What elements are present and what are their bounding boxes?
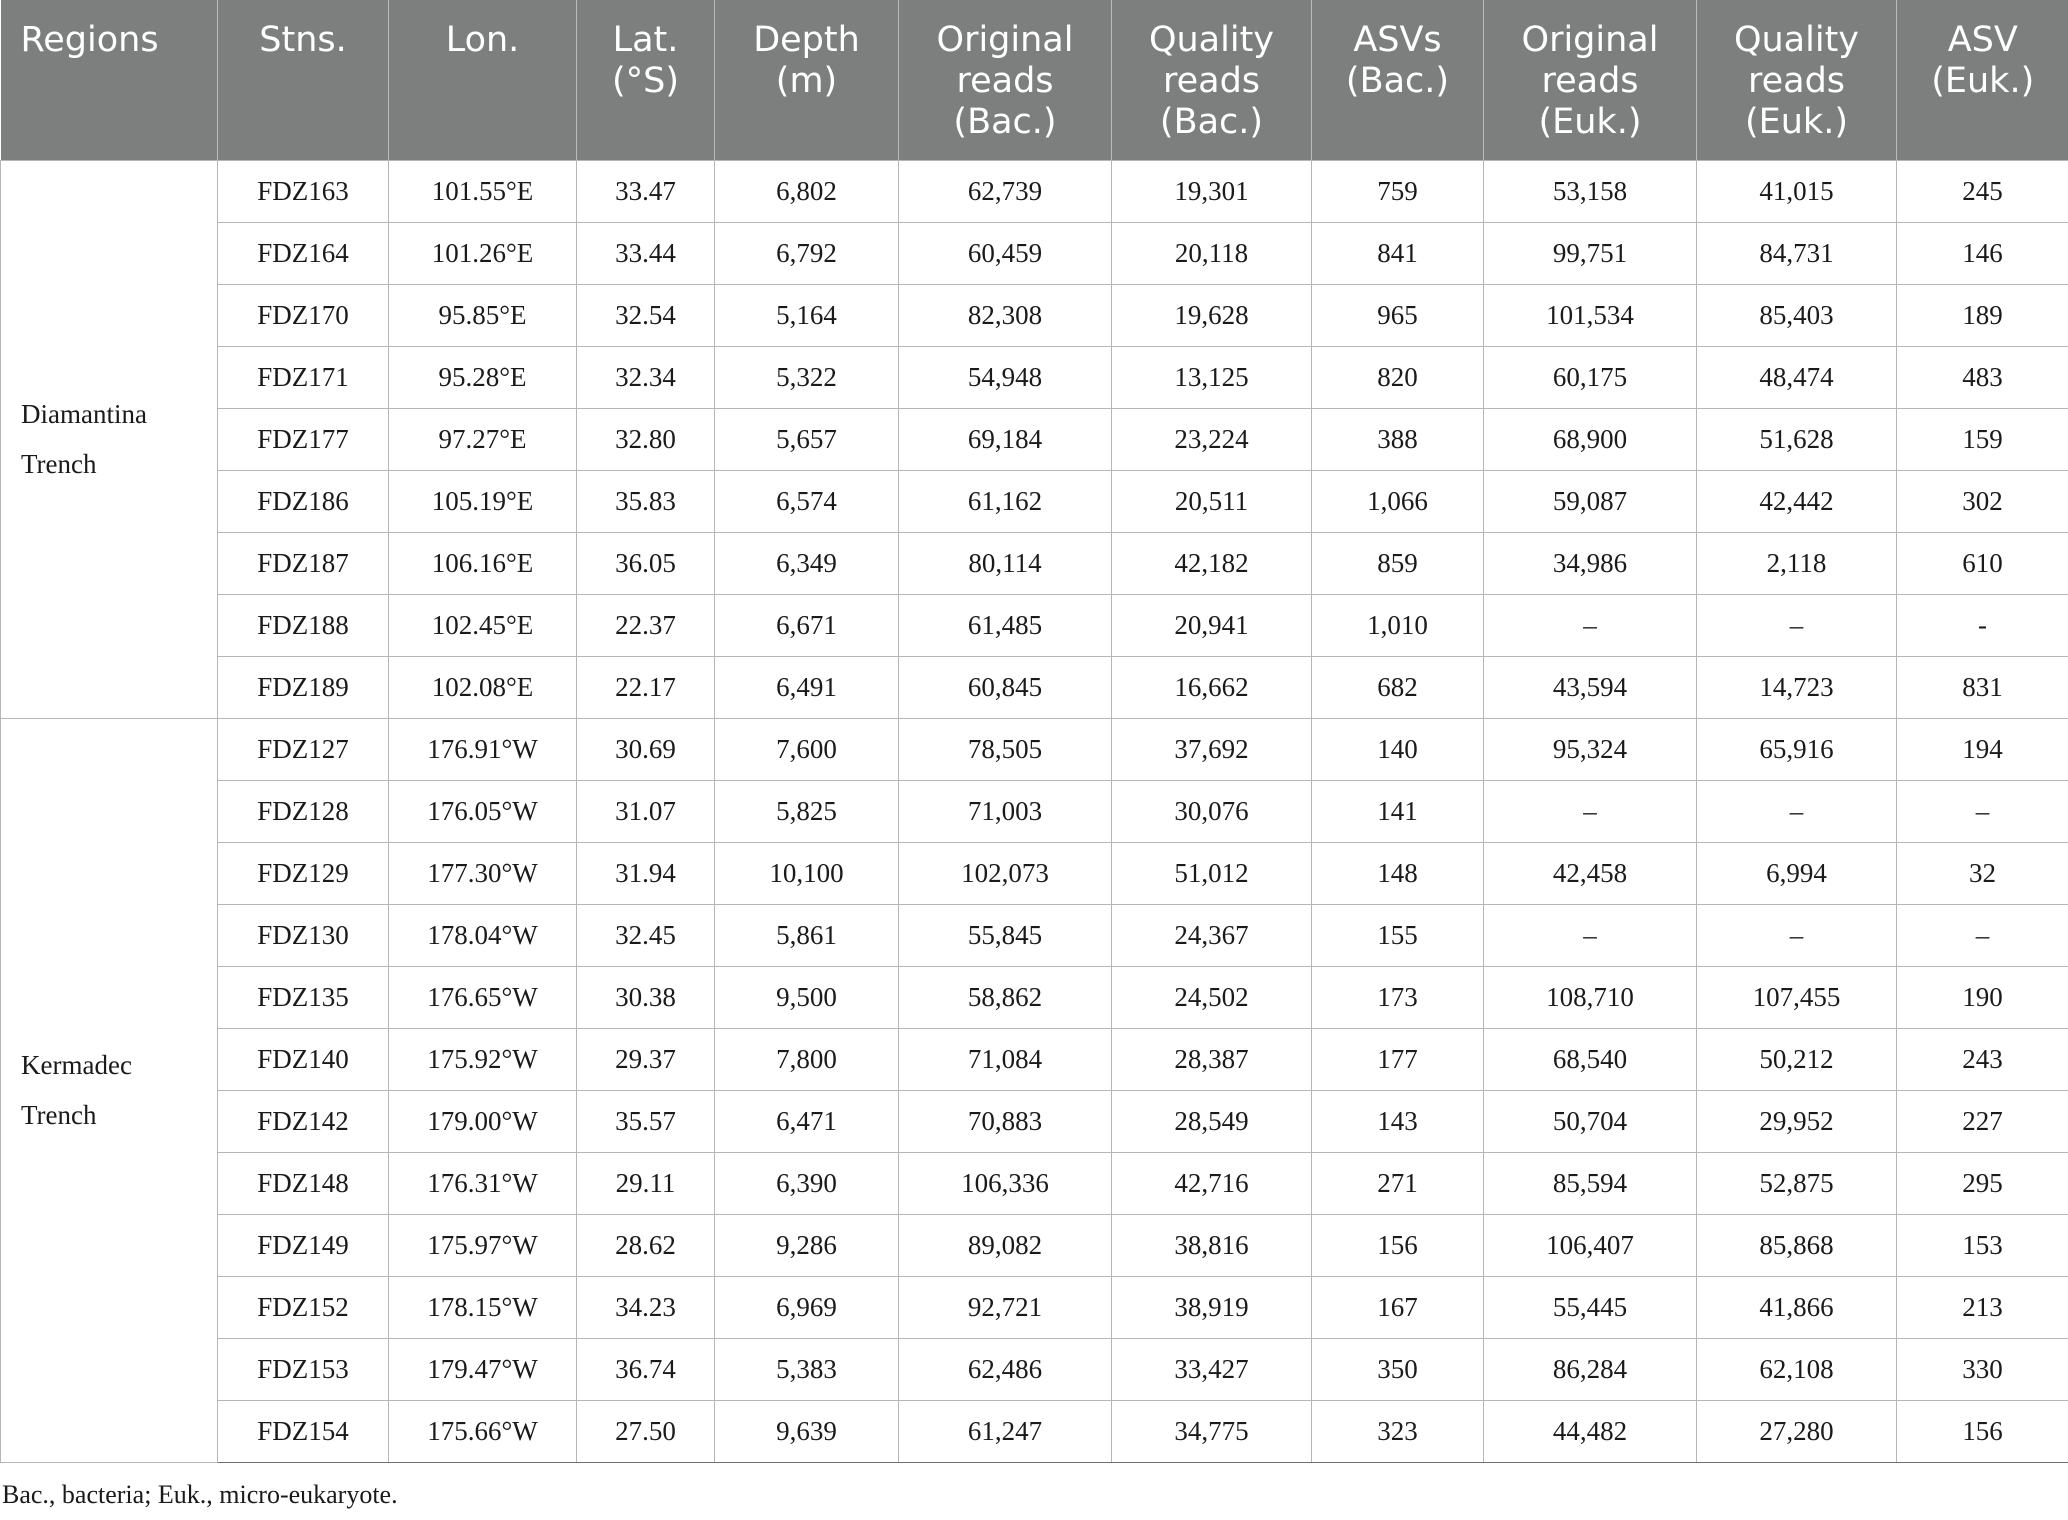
column-header-asv-euk — [1897, 0, 2068, 160]
table-cell-quality-reads-euk: 52,875 — [1697, 1152, 1897, 1214]
column-header-line: reads — [1541, 61, 1639, 101]
column-header-quality-reads-euk — [1697, 0, 1897, 160]
table-cell-asvs-bac: 155 — [1312, 904, 1484, 966]
table-cell-original-reads-bac: 61,485 — [899, 594, 1112, 656]
column-header-line: Quality — [1148, 20, 1275, 60]
table-cell-asv-euk: 227 — [1897, 1090, 2068, 1152]
table-cell-asv-euk: 831 — [1897, 656, 2068, 718]
table-cell-longitude: 175.66°W — [389, 1400, 577, 1462]
table-cell-stations: FDZ164 — [218, 222, 389, 284]
table-cell-longitude: 178.15°W — [389, 1276, 577, 1338]
column-header-original-reads-euk — [1484, 0, 1697, 160]
table-cell-asvs-bac: 759 — [1312, 160, 1484, 222]
table-cell-asv-euk: 245 — [1897, 160, 2068, 222]
region-label-line: Diamantina — [21, 399, 147, 429]
table-cell-original-reads-bac: 80,114 — [899, 532, 1112, 594]
table-cell-original-reads-bac: 71,084 — [899, 1028, 1112, 1090]
table-cell-original-reads-bac: 62,486 — [899, 1338, 1112, 1400]
table-cell-asv-euk: 189 — [1897, 284, 2068, 346]
table-cell-longitude: 176.65°W — [389, 966, 577, 1028]
table-cell-quality-reads-euk: 41,015 — [1697, 160, 1897, 222]
table-cell-depth: 9,500 — [715, 966, 899, 1028]
table-cell-quality-reads-euk: 84,731 — [1697, 222, 1897, 284]
table-cell-original-reads-bac: 89,082 — [899, 1214, 1112, 1276]
table-cell-original-reads-bac: 70,883 — [899, 1090, 1112, 1152]
table-cell-quality-reads-euk: 14,723 — [1697, 656, 1897, 718]
table-cell-asv-euk: 32 — [1897, 842, 2068, 904]
column-header-line: Original — [1521, 20, 1659, 60]
table-cell-asv-euk: 610 — [1897, 532, 2068, 594]
table-cell-stations: FDZ148 — [218, 1152, 389, 1214]
table-cell-depth: 6,491 — [715, 656, 899, 718]
table-cell-original-reads-euk: 68,540 — [1484, 1028, 1697, 1090]
table-cell-quality-reads-bac: 42,182 — [1112, 532, 1312, 594]
table-cell-longitude: 175.97°W — [389, 1214, 577, 1276]
table-cell-original-reads-euk: 85,594 — [1484, 1152, 1697, 1214]
table-cell-latitude: 30.38 — [577, 966, 715, 1028]
table-cell-asv-euk: 194 — [1897, 718, 2068, 780]
table-cell-asv-euk: 159 — [1897, 408, 2068, 470]
table-cell-longitude: 95.85°E — [389, 284, 577, 346]
table-cell-latitude: 22.37 — [577, 594, 715, 656]
table-cell-original-reads-bac: 54,948 — [899, 346, 1112, 408]
table-cell-original-reads-euk: 50,704 — [1484, 1090, 1697, 1152]
table-cell-quality-reads-bac: 16,662 — [1112, 656, 1312, 718]
table-row — [1, 160, 2068, 222]
table-cell-depth: 6,969 — [715, 1276, 899, 1338]
table-footnote: Bac., bacteria; Euk., micro-eukaryote. — [2, 1480, 398, 1509]
table-cell-asv-euk: 295 — [1897, 1152, 2068, 1214]
table-cell-asv-euk: 146 — [1897, 222, 2068, 284]
table-cell-asvs-bac: 965 — [1312, 284, 1484, 346]
column-header-original-reads-bac — [899, 0, 1112, 160]
column-header-stations — [218, 0, 389, 160]
table-cell-original-reads-bac: 58,862 — [899, 966, 1112, 1028]
table-cell-depth: 7,800 — [715, 1028, 899, 1090]
table-cell-asvs-bac: 271 — [1312, 1152, 1484, 1214]
table-cell-quality-reads-euk: – — [1697, 780, 1897, 842]
table-row — [1, 780, 2068, 842]
table-cell-asvs-bac: 167 — [1312, 1276, 1484, 1338]
column-header-line: (Bac.) — [1159, 102, 1264, 142]
table-row — [1, 470, 2068, 532]
table-cell-latitude: 33.47 — [577, 160, 715, 222]
table-cell-original-reads-euk: 101,534 — [1484, 284, 1697, 346]
table-cell-depth: 5,657 — [715, 408, 899, 470]
region-cell — [1, 718, 218, 1462]
table-cell-asvs-bac: 173 — [1312, 966, 1484, 1028]
table-cell-stations: FDZ152 — [218, 1276, 389, 1338]
table-cell-longitude: 97.27°E — [389, 408, 577, 470]
table-cell-asv-euk: 156 — [1897, 1400, 2068, 1462]
table-cell-asvs-bac: 820 — [1312, 346, 1484, 408]
table-cell-depth: 6,390 — [715, 1152, 899, 1214]
column-header-line: Lon. — [445, 20, 520, 60]
region-label-line: Kermadec — [21, 1050, 132, 1080]
table-body — [1, 160, 2068, 1462]
table-cell-stations: FDZ188 — [218, 594, 389, 656]
table-cell-longitude: 176.91°W — [389, 718, 577, 780]
table-cell-asvs-bac: 1,066 — [1312, 470, 1484, 532]
column-header-latitude — [577, 0, 715, 160]
column-header-line: Original — [936, 20, 1074, 60]
column-header-regions — [1, 0, 218, 160]
table-cell-latitude: 31.07 — [577, 780, 715, 842]
table-cell-depth: 9,639 — [715, 1400, 899, 1462]
column-header-line: Stns. — [259, 20, 347, 60]
column-header-line: (Euk.) — [1538, 102, 1642, 142]
table-cell-original-reads-euk: – — [1484, 594, 1697, 656]
table-cell-original-reads-euk: 59,087 — [1484, 470, 1697, 532]
table-cell-quality-reads-bac: 20,511 — [1112, 470, 1312, 532]
table-cell-quality-reads-euk: 29,952 — [1697, 1090, 1897, 1152]
table-cell-asvs-bac: 388 — [1312, 408, 1484, 470]
table-cell-original-reads-bac: 71,003 — [899, 780, 1112, 842]
table-cell-asvs-bac: 140 — [1312, 718, 1484, 780]
table-cell-quality-reads-bac: 20,941 — [1112, 594, 1312, 656]
table-cell-longitude: 106.16°E — [389, 532, 577, 594]
table-cell-original-reads-bac: 60,459 — [899, 222, 1112, 284]
table-cell-longitude: 105.19°E — [389, 470, 577, 532]
table-cell-asvs-bac: 682 — [1312, 656, 1484, 718]
column-header-line: Lat. — [612, 20, 679, 60]
table-cell-latitude: 36.05 — [577, 532, 715, 594]
table-cell-quality-reads-bac: 30,076 — [1112, 780, 1312, 842]
column-header-line: Quality — [1733, 20, 1860, 60]
table-row — [1, 656, 2068, 718]
table-cell-depth: 5,322 — [715, 346, 899, 408]
table-cell-longitude: 102.08°E — [389, 656, 577, 718]
table-cell-latitude: 32.34 — [577, 346, 715, 408]
table-cell-longitude: 176.31°W — [389, 1152, 577, 1214]
table-cell-longitude: 101.55°E — [389, 160, 577, 222]
table-cell-latitude: 36.74 — [577, 1338, 715, 1400]
table-cell-original-reads-euk: 106,407 — [1484, 1214, 1697, 1276]
table-cell-quality-reads-euk: 62,108 — [1697, 1338, 1897, 1400]
table-cell-quality-reads-euk: 65,916 — [1697, 718, 1897, 780]
table-cell-stations: FDZ189 — [218, 656, 389, 718]
table-cell-depth: 6,792 — [715, 222, 899, 284]
table-row — [1, 718, 2068, 780]
column-header-line: Regions — [20, 20, 159, 60]
table-row — [1, 532, 2068, 594]
table-cell-latitude: 27.50 — [577, 1400, 715, 1462]
table-cell-original-reads-bac: 69,184 — [899, 408, 1112, 470]
table-cell-original-reads-bac: 60,845 — [899, 656, 1112, 718]
table-cell-quality-reads-euk: 107,455 — [1697, 966, 1897, 1028]
column-header-line: ASVs — [1353, 20, 1442, 60]
table-cell-asv-euk: – — [1897, 780, 2068, 842]
table-cell-depth: 6,349 — [715, 532, 899, 594]
table-cell-longitude: 179.47°W — [389, 1338, 577, 1400]
table-cell-original-reads-euk: 42,458 — [1484, 842, 1697, 904]
table-cell-original-reads-euk: 34,986 — [1484, 532, 1697, 594]
table-cell-stations: FDZ135 — [218, 966, 389, 1028]
table-row — [1, 1400, 2068, 1462]
table-cell-stations: FDZ149 — [218, 1214, 389, 1276]
table-cell-depth: 6,471 — [715, 1090, 899, 1152]
table-cell-longitude: 178.04°W — [389, 904, 577, 966]
table-cell-asvs-bac: 156 — [1312, 1214, 1484, 1276]
column-header-line: Depth — [753, 20, 860, 60]
table-cell-depth: 10,100 — [715, 842, 899, 904]
table-cell-original-reads-euk: 99,751 — [1484, 222, 1697, 284]
table-cell-quality-reads-bac: 33,427 — [1112, 1338, 1312, 1400]
column-header-quality-reads-bac — [1112, 0, 1312, 160]
table-row — [1, 966, 2068, 1028]
table-cell-quality-reads-bac: 28,387 — [1112, 1028, 1312, 1090]
table-cell-asv-euk: 483 — [1897, 346, 2068, 408]
table-cell-quality-reads-euk: 85,403 — [1697, 284, 1897, 346]
table-row — [1, 284, 2068, 346]
table-cell-quality-reads-euk: – — [1697, 904, 1897, 966]
table-cell-asvs-bac: 1,010 — [1312, 594, 1484, 656]
table-cell-asvs-bac: 148 — [1312, 842, 1484, 904]
table-row — [1, 842, 2068, 904]
table-cell-longitude: 176.05°W — [389, 780, 577, 842]
table-cell-longitude: 95.28°E — [389, 346, 577, 408]
table-cell-stations: FDZ129 — [218, 842, 389, 904]
table-row — [1, 1028, 2068, 1090]
table-cell-latitude: 32.45 — [577, 904, 715, 966]
table-cell-asv-euk: – — [1897, 904, 2068, 966]
table-cell-quality-reads-euk: 50,212 — [1697, 1028, 1897, 1090]
table-cell-quality-reads-bac: 19,301 — [1112, 160, 1312, 222]
table-cell-latitude: 30.69 — [577, 718, 715, 780]
table-cell-longitude: 175.92°W — [389, 1028, 577, 1090]
table-cell-latitude: 31.94 — [577, 842, 715, 904]
table-cell-asv-euk: 190 — [1897, 966, 2068, 1028]
column-header-line: (m) — [775, 61, 838, 101]
column-header-depth — [715, 0, 899, 160]
table-cell-asvs-bac: 177 — [1312, 1028, 1484, 1090]
table-cell-quality-reads-euk: 27,280 — [1697, 1400, 1897, 1462]
column-header-line: ASV — [1947, 20, 2018, 60]
table-cell-quality-reads-bac: 19,628 — [1112, 284, 1312, 346]
table-row — [1, 904, 2068, 966]
table-cell-quality-reads-euk: 2,118 — [1697, 532, 1897, 594]
column-header-longitude — [389, 0, 577, 160]
table-cell-stations: FDZ171 — [218, 346, 389, 408]
table-cell-quality-reads-euk: – — [1697, 594, 1897, 656]
table-cell-stations: FDZ187 — [218, 532, 389, 594]
column-header-line: reads — [956, 61, 1054, 101]
table-cell-latitude: 32.54 — [577, 284, 715, 346]
table-cell-depth: 6,574 — [715, 470, 899, 532]
table-cell-original-reads-bac: 61,162 — [899, 470, 1112, 532]
column-header-line: (Bac.) — [1345, 61, 1450, 101]
table-cell-asvs-bac: 841 — [1312, 222, 1484, 284]
table-cell-depth: 6,802 — [715, 160, 899, 222]
table-row — [1, 594, 2068, 656]
table-cell-original-reads-euk: 44,482 — [1484, 1400, 1697, 1462]
table-cell-latitude: 32.80 — [577, 408, 715, 470]
table-row — [1, 1214, 2068, 1276]
table-cell-original-reads-bac: 55,845 — [899, 904, 1112, 966]
table-cell-longitude: 102.45°E — [389, 594, 577, 656]
table-cell-asvs-bac: 350 — [1312, 1338, 1484, 1400]
table-cell-asv-euk: 302 — [1897, 470, 2068, 532]
table-cell-original-reads-bac: 106,336 — [899, 1152, 1112, 1214]
column-header-line: (°S) — [611, 61, 680, 101]
table-cell-stations: FDZ163 — [218, 160, 389, 222]
table-cell-asv-euk: - — [1897, 594, 2068, 656]
table-cell-quality-reads-euk: 6,994 — [1697, 842, 1897, 904]
table-cell-original-reads-euk: 108,710 — [1484, 966, 1697, 1028]
table-row — [1, 408, 2068, 470]
table-cell-original-reads-bac: 92,721 — [899, 1276, 1112, 1338]
table-cell-quality-reads-euk: 85,868 — [1697, 1214, 1897, 1276]
table-cell-stations: FDZ170 — [218, 284, 389, 346]
region-cell — [1, 160, 218, 718]
table-cell-original-reads-bac: 62,739 — [899, 160, 1112, 222]
table-cell-asvs-bac: 859 — [1312, 532, 1484, 594]
table-cell-latitude: 29.11 — [577, 1152, 715, 1214]
table-cell-original-reads-bac: 61,247 — [899, 1400, 1112, 1462]
table-cell-quality-reads-bac: 28,549 — [1112, 1090, 1312, 1152]
table-cell-quality-reads-euk: 51,628 — [1697, 408, 1897, 470]
table-cell-depth: 9,286 — [715, 1214, 899, 1276]
table-cell-asvs-bac: 141 — [1312, 780, 1484, 842]
table-row — [1, 1152, 2068, 1214]
table-cell-depth: 5,383 — [715, 1338, 899, 1400]
table-cell-stations: FDZ128 — [218, 780, 389, 842]
region-label-line: Trench — [21, 1100, 97, 1130]
column-header-asvs-bac — [1312, 0, 1484, 160]
table-cell-quality-reads-bac: 23,224 — [1112, 408, 1312, 470]
table-row — [1, 1090, 2068, 1152]
table-cell-original-reads-euk: 53,158 — [1484, 160, 1697, 222]
table-cell-latitude: 34.23 — [577, 1276, 715, 1338]
column-header-line: (Euk.) — [1744, 102, 1848, 142]
table-cell-quality-reads-euk: 42,442 — [1697, 470, 1897, 532]
table-cell-latitude: 35.83 — [577, 470, 715, 532]
table-cell-original-reads-bac: 82,308 — [899, 284, 1112, 346]
table-cell-latitude: 35.57 — [577, 1090, 715, 1152]
table-cell-latitude: 29.37 — [577, 1028, 715, 1090]
table-cell-stations: FDZ127 — [218, 718, 389, 780]
table-cell-stations: FDZ142 — [218, 1090, 389, 1152]
table-cell-longitude: 179.00°W — [389, 1090, 577, 1152]
table-row — [1, 346, 2068, 408]
table-cell-original-reads-euk: 60,175 — [1484, 346, 1697, 408]
table-cell-quality-reads-bac: 20,118 — [1112, 222, 1312, 284]
table-cell-original-reads-euk: 95,324 — [1484, 718, 1697, 780]
table-cell-quality-reads-bac: 42,716 — [1112, 1152, 1312, 1214]
table-cell-quality-reads-bac: 13,125 — [1112, 346, 1312, 408]
table-cell-original-reads-euk: 55,445 — [1484, 1276, 1697, 1338]
table-cell-quality-reads-bac: 24,367 — [1112, 904, 1312, 966]
table-cell-original-reads-euk: 68,900 — [1484, 408, 1697, 470]
table-cell-quality-reads-bac: 34,775 — [1112, 1400, 1312, 1462]
table-cell-stations: FDZ186 — [218, 470, 389, 532]
table-cell-latitude: 33.44 — [577, 222, 715, 284]
table-cell-stations: FDZ154 — [218, 1400, 389, 1462]
table-cell-asv-euk: 213 — [1897, 1276, 2068, 1338]
column-header-line: (Bac.) — [953, 102, 1057, 142]
table-cell-latitude: 22.17 — [577, 656, 715, 718]
table-cell-depth: 5,861 — [715, 904, 899, 966]
table-cell-asvs-bac: 323 — [1312, 1400, 1484, 1462]
table-cell-depth: 5,164 — [715, 284, 899, 346]
table-cell-stations: FDZ177 — [218, 408, 389, 470]
table-row — [1, 222, 2068, 284]
table-cell-depth: 5,825 — [715, 780, 899, 842]
table-cell-original-reads-euk: – — [1484, 780, 1697, 842]
table-cell-quality-reads-bac: 38,919 — [1112, 1276, 1312, 1338]
table-cell-asvs-bac: 143 — [1312, 1090, 1484, 1152]
table-cell-asv-euk: 153 — [1897, 1214, 2068, 1276]
column-header-line: (Euk.) — [1931, 61, 2035, 101]
table-cell-quality-reads-bac: 38,816 — [1112, 1214, 1312, 1276]
table-cell-asv-euk: 330 — [1897, 1338, 2068, 1400]
header-row — [1, 0, 2068, 160]
table-cell-quality-reads-euk: 48,474 — [1697, 346, 1897, 408]
table-cell-original-reads-bac: 102,073 — [899, 842, 1112, 904]
table-cell-quality-reads-bac: 37,692 — [1112, 718, 1312, 780]
table-cell-asv-euk: 243 — [1897, 1028, 2068, 1090]
table-cell-stations: FDZ130 — [218, 904, 389, 966]
table-cell-original-reads-bac: 78,505 — [899, 718, 1112, 780]
table-row — [1, 1276, 2068, 1338]
table-cell-quality-reads-bac: 51,012 — [1112, 842, 1312, 904]
table-cell-quality-reads-bac: 24,502 — [1112, 966, 1312, 1028]
table-cell-longitude: 101.26°E — [389, 222, 577, 284]
region-label-line: Trench — [21, 449, 97, 479]
table-cell-depth: 6,671 — [715, 594, 899, 656]
table-cell-latitude: 28.62 — [577, 1214, 715, 1276]
table-cell-stations: FDZ140 — [218, 1028, 389, 1090]
table-cell-original-reads-euk: – — [1484, 904, 1697, 966]
table-cell-longitude: 177.30°W — [389, 842, 577, 904]
table-cell-original-reads-euk: 86,284 — [1484, 1338, 1697, 1400]
table-cell-quality-reads-euk: 41,866 — [1697, 1276, 1897, 1338]
table-cell-stations: FDZ153 — [218, 1338, 389, 1400]
column-header-line: reads — [1747, 61, 1846, 101]
table-cell-depth: 7,600 — [715, 718, 899, 780]
table-row — [1, 1338, 2068, 1400]
column-header-line: reads — [1162, 61, 1261, 101]
table-cell-original-reads-euk: 43,594 — [1484, 656, 1697, 718]
